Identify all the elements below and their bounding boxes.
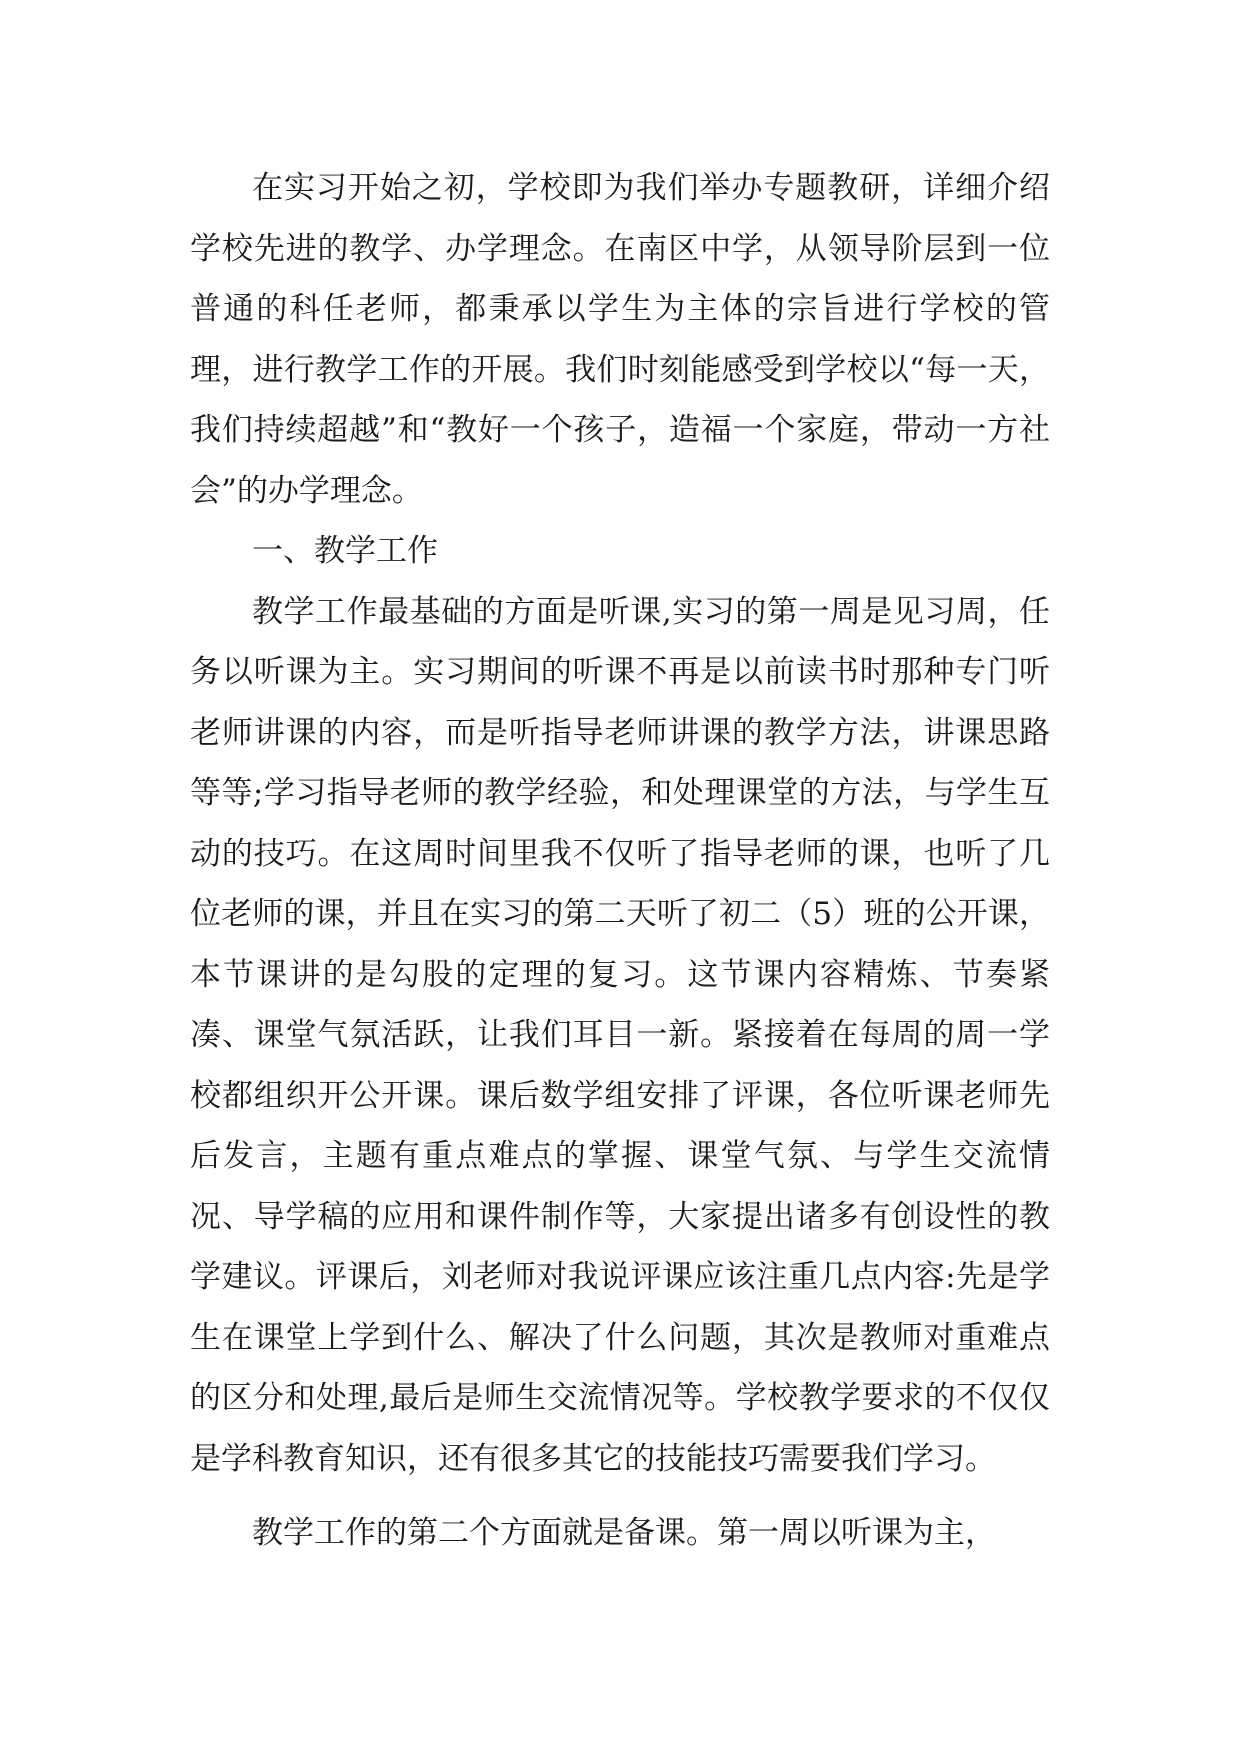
paragraph-preparation: 教学工作的第二个方面就是备课。第一周以听课为主， [252, 1515, 996, 1551]
section-heading: 一、教学工作 [252, 533, 438, 569]
document-body [190, 158, 1050, 1564]
paragraph-intro: 在实习开始之初，学校即为我们举办专题教研，详细介绍学校先进的教学、办学理念。在南区中学，从领导阶层到一位普通的科任老师，都秉承以学生为主体的宗旨进行学校的管理，进行教学工作的开展。我们时刻能感受到学校以“每一天，我们持续超越”和“教好一个孩子，造福一个家庭，带动一方社会”的办学理念。 [190, 170, 1050, 509]
paragraph-listening: 教学工作最基础的方面是听课,实习的第一周是见习周，任务以听课为主。实习期间的听课不再是以前读书时那种专门听老师讲课的内容，而是听指导老师讲课的教学方法，讲课思路等等;学习指导老师的教学经验，和处理课堂的方法，与学生互动的技巧。在这周时间里我不仅听了指导老师的课，也听了几位老师的课，并且在实习的第二天听了初二（5）班的公开课，本节课讲的是勾股的定理的复习。这节课内容精炼、节奏紧凑、课堂气氛活跃，让我们耳目一新。紧接着在每周的周一学校都组织开公开课。课后数学组安排了评课，各位听课老师先后发言，主题有重点难点的掌握、课堂气氛、与学生交流情况、导学稿的应用和课件制作等，大家提出诸多有创设性的教学建议。评课后，刘老师对我说评课应该注重几点内容:先是学生在课堂上学到什么、解决了什么问题，其次是教师对重难点的区分和处理,最后是师生交流情况等。学校教学要求的不仅仅是学科教育知识，还有很多其它的技能技巧需要我们学习。 [190, 593, 1050, 1477]
